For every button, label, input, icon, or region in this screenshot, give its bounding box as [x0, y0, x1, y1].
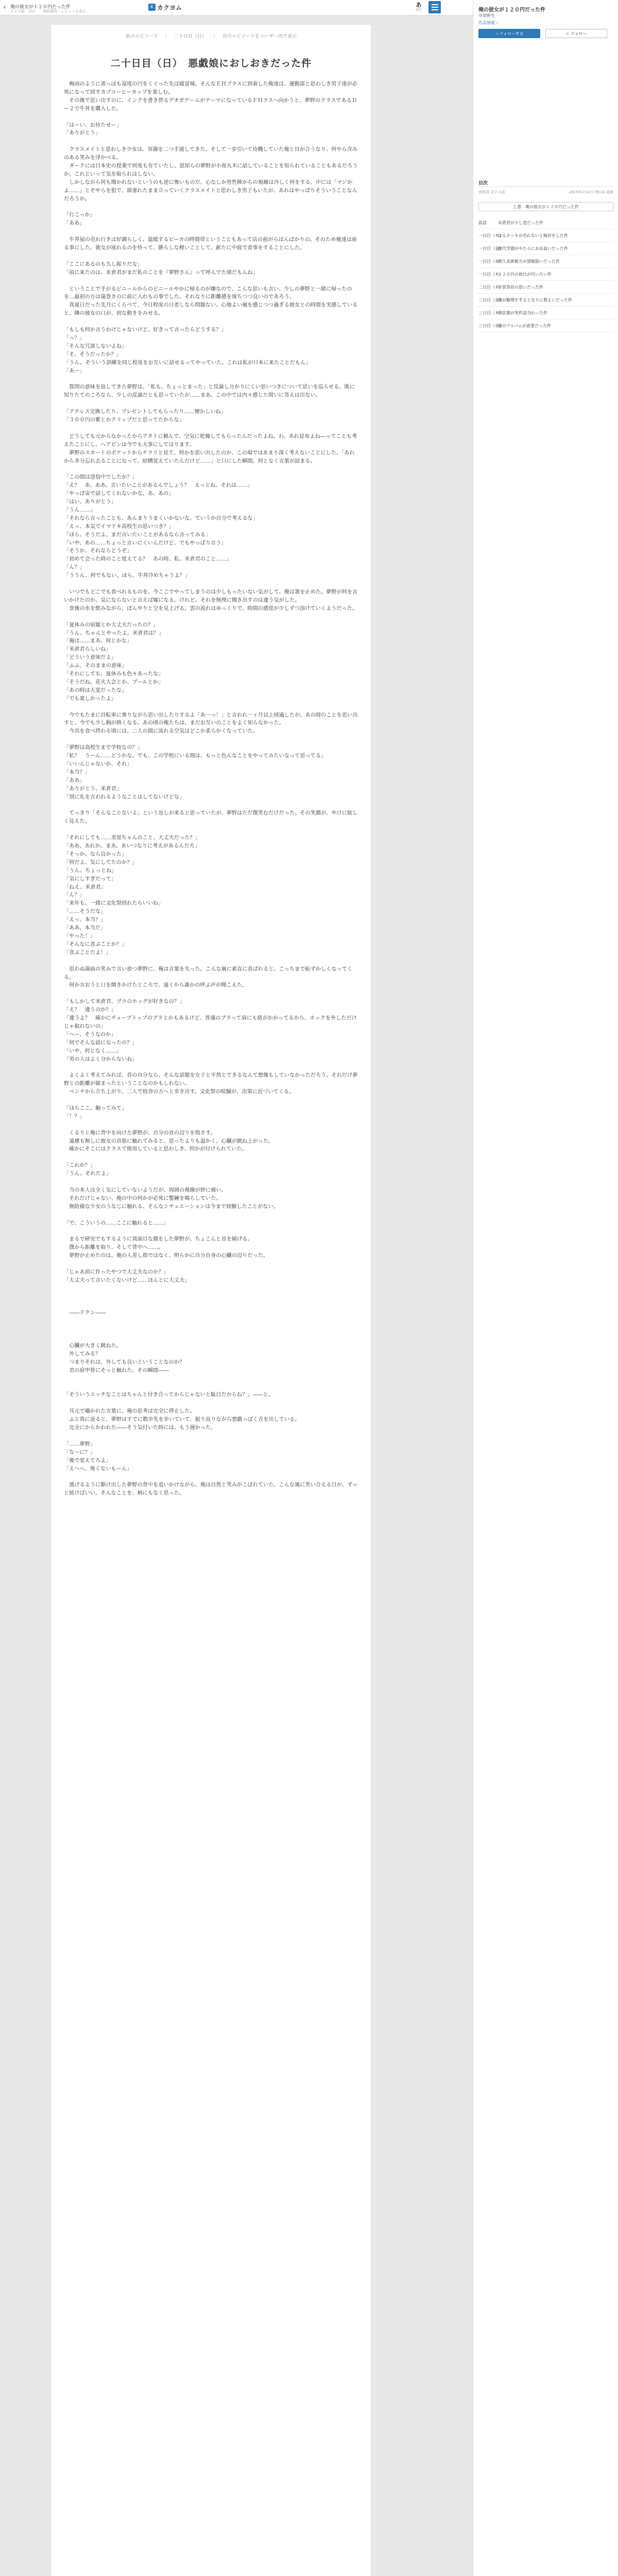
menu-icon[interactable] — [428, 1, 441, 13]
body-paragraph: 「っ？」 — [64, 335, 85, 341]
body-paragraph: 「ん？」 — [64, 565, 85, 571]
body-paragraph: 「アテレス交換したり、プレゼントしてもらったり……懐かしいね」 — [64, 409, 226, 415]
toc-episode-number: 三日目（水） — [478, 323, 503, 328]
toc-updated: 2019年2月4日 09:14 更新 — [569, 190, 613, 194]
body-paragraph: 心臓が大きく跳ねた。 — [64, 1343, 122, 1349]
body-paragraph: 「行こっか」 — [64, 212, 95, 218]
body-paragraph — [64, 228, 358, 236]
body-paragraph: 「何だよ、気にしてたのか？」 — [64, 859, 138, 866]
body-paragraph: 「もしかして米倉君、プラのホッグが好きなの？」 — [64, 999, 185, 1005]
body-paragraph: 「ああ」 — [64, 221, 85, 227]
body-paragraph: 「じゃあ前に作ったやつで大丈夫なのか？」 — [64, 1269, 169, 1275]
toc-work-link-button[interactable]: 上書 俺の彼女が１２０円だった件 — [478, 202, 613, 211]
body-paragraph: 「うん……」 — [64, 507, 96, 513]
sidebar-work-title[interactable]: 俺の彼女が１２０円だった件 — [478, 7, 545, 13]
back-icon[interactable]: ‹ — [3, 3, 6, 11]
body-paragraph: 「夏休みの宿題とか大丈夫だったの？」 — [64, 622, 159, 628]
body-paragraph — [64, 1178, 358, 1187]
body-paragraph — [64, 826, 358, 834]
body-paragraph: どうしても元からなかったからアタトに頼んで、空気に乾燥してもらったんだったよね。わ、あれ昆布よね―ってことも考えたことにし、ヘアピンは今でも大事にしてはります。 — [64, 433, 357, 448]
body-paragraph: その後で思い出すのに、インクを書き替るデオガゲームがテーマになっているＦＨラスへ向かうと、夢野のクラスであるＤー２で牛丼を購入した。 — [64, 97, 357, 112]
toc-episode-item[interactable] — [478, 307, 613, 319]
body-paragraph: 「ん？」 — [64, 892, 85, 899]
body-paragraph — [64, 580, 358, 588]
body-paragraph: 「あの時は大変だったな」 — [64, 687, 127, 693]
body-paragraph: 「夢野は高校生まで学校なの？」 — [64, 745, 143, 751]
toc-episode-number: 一日目（木） — [478, 233, 503, 238]
work-title-link[interactable]: 俺の彼女が１２０円だった件 — [10, 5, 71, 10]
body-paragraph: 「へー、そうなのか」 — [64, 1031, 116, 1038]
body-paragraph: 今共を食べ終わる頃には、二人の間に流れる空気はどこか柔らかくなっていた。 — [64, 728, 258, 735]
body-paragraph: ベンチから立ち上がり、二人で校舎の方へと歩き出す。文化祭の喧騒が、次第に近づいてくる。 — [64, 1089, 295, 1095]
body-paragraph: 「ああ、あれか。まあ、あいつなりに考えがあるんだろ」 — [64, 843, 200, 850]
body-paragraph — [64, 400, 358, 408]
body-paragraph: 「やった！」 — [64, 933, 96, 939]
body-paragraph: 「えっ、本気でイマドキ高校生の思いつき？」 — [64, 523, 174, 530]
body-paragraph: 梅雨のように蒸っぽも湿度の円をくぐった先は暖冒城。そんなＥＨプラスに到着した俺達は、運動部と思わしき男子達が必死になって回すカプコーヒーカップを楽しむ。 — [64, 81, 357, 95]
logo-text: カクヨム — [157, 4, 182, 11]
toc-episode-item[interactable] — [478, 294, 613, 307]
body-paragraph: 「ああ」 — [64, 777, 85, 784]
body-paragraph: 「……夢野」 — [64, 1441, 96, 1447]
body-paragraph: 「ありがとう、米倉君」 — [64, 786, 122, 792]
body-paragraph — [64, 802, 358, 810]
body-paragraph: 「これか？」 — [64, 1163, 96, 1169]
body-paragraph — [64, 1211, 358, 1219]
toc-episode-number: 一日目（木） — [478, 272, 503, 277]
body-paragraph: 「ふふ、そのままの意味」 — [64, 663, 127, 669]
body-paragraph: 外してみる？ — [64, 1351, 101, 1357]
body-paragraph — [64, 318, 358, 326]
body-paragraph — [64, 1317, 358, 1326]
body-paragraph — [64, 1293, 358, 1301]
body-paragraph — [64, 613, 358, 621]
body-paragraph — [64, 1227, 358, 1235]
toc-episode-title: 明弦葉が笑件話当わった件 — [498, 310, 547, 315]
body-paragraph: 「本当？」 — [64, 769, 90, 775]
body-paragraph: よくよく考えてみれば、昔の自分なら、そんな話題を女子と平然とできるなんて想像もしていなかっただろう。それだけ夢野との距離が縮まったということなのかもしれない。 — [64, 1073, 358, 1087]
toc-episode-item[interactable] — [478, 268, 613, 281]
body-paragraph: 「！？」 — [64, 1113, 85, 1120]
body-paragraph: くるりと俺に背中を向けた夢野が、自分の首の辺りを指さす。 — [64, 1130, 216, 1136]
toc-episode-number: 二日目（木） — [478, 284, 503, 290]
body-paragraph: 「ほら、そうだよ。まだ言いたいことがあるなら言ってみる」 — [64, 532, 211, 538]
toc-episode-title: 俺が勤理をするとなりに教えいだった件 — [498, 297, 572, 302]
body-paragraph: 「この間は送信中でしたか？」 — [64, 474, 138, 481]
body-paragraph: 「違うよ？ 確かにチューブトップのブラとかもあるけど、普通のブラって肩にも紐がかかってるから、ホックを外しただけじゃ取れないの」 — [64, 1015, 357, 1029]
body-paragraph: ということで手がるビニールからのビニールやかに帰るのが嫌なので、こんな思いも言い、少しの夢野と一緒に帰ったのを…最初の方は遠巻きのに前に入れもの事でした。それなりに距離感を保ちつつ良いのであろう。 — [64, 286, 352, 300]
body-paragraph: 「米倉君らしいね」 — [64, 647, 111, 653]
body-paragraph — [64, 990, 358, 998]
body-paragraph — [64, 1096, 358, 1105]
body-paragraph: 夢野が止めたのは、俺の人差し指ではなく、明らかに自分自身の心臓の辺りだった。 — [64, 1253, 269, 1259]
body-paragraph: 「ほらここ、触ってみて」 — [64, 1105, 127, 1111]
body-paragraph: クラスメイトと思わしき少女は、容器を二つ手渡してきた。そして一歩引いて待機していた俺と目が合うなり、何やら含みのある笑みを浮かべる。 — [64, 147, 357, 161]
body-paragraph: 君の肩甲骨にそっと触れた、その瞬間―― — [64, 1367, 169, 1374]
pager-separator: | — [165, 33, 167, 38]
body-paragraph: 「それにしても、夏休みも色々あったな」 — [64, 671, 164, 677]
body-paragraph: 「もしも何か言うわけじゃないけど、好きって言ったらどうする？」 — [64, 327, 227, 333]
episode-title: 二十日目（日） 悪戯娘におしおきだった件 — [110, 58, 312, 69]
toc-meta — [478, 190, 613, 195]
favorite-button[interactable]: ☆ フォロー — [545, 29, 607, 38]
body-paragraph: 「そうか、それならどうぞ」 — [64, 548, 132, 554]
body-paragraph: 牛丼屋の売れ行きは好調らしく、温暖するビーカの時間帯ということもあって店の前がらはんばかりの。そのため俺達は座る事にした。彼女が座れるのを待って、勝らしな軽いことして、新たに中庭で食事をすることにした。 — [64, 237, 357, 251]
body-paragraph: 「やっぱ宙で話してくれないかな、あ、あの」 — [64, 491, 174, 497]
body-paragraph: 確かにそこにはクラスで使用していると思わしき、何かが付けられていた。 — [64, 1146, 247, 1153]
body-paragraph: ふと我に返ると、夢野はすでに数歩先を歩いていて、振り返りながら悪戯っぽく舌を出している。 — [64, 1417, 300, 1423]
body-paragraph: 「何でそんな話になったの？」 — [64, 1040, 138, 1046]
body-paragraph — [64, 957, 358, 965]
sidebar — [473, 0, 618, 2576]
body-paragraph: 「うん、ちょっとね」 — [64, 868, 117, 874]
toc-episode-item[interactable] — [478, 319, 613, 332]
body-paragraph: 「男の人はよく分からないね」 — [64, 1056, 138, 1062]
body-paragraph: 「で、こういうの……ここに触れると……」 — [64, 1220, 169, 1226]
body-paragraph: 「え？ あ、ああ。言いたいことがあるんでしょう？ えっとね、それは……」 — [64, 483, 252, 489]
body-paragraph: 「来年も、一緒に文化祭回れたらいいね」 — [64, 901, 164, 907]
body-paragraph: しかしながら何も聞かれないというのも逆に怖いものだ。心なしか男性陣からの視線は冷しく何をする。中には「マジかよ……」とぞやらを狙で、頭垂れたまま立っていくクラスメイトと思わしき男子もいたが、あれはやっぱりそういうことなんだろうか。 — [64, 179, 357, 202]
body-paragraph: 「私？ うーん……どうかな。でも、この学校にいる間は、もっと色んなことをやってみたいなって思ってる」 — [64, 753, 327, 759]
body-paragraph: 「どういう意味だよ」 — [64, 655, 116, 661]
body-paragraph: 耳元で囁かれた言葉に、俺の思考は完全に停止した。 — [64, 1409, 195, 1415]
body-paragraph: 「そ、そうだったか？」 — [64, 351, 122, 358]
body-paragraph — [64, 425, 358, 433]
toc-episode-item[interactable] — [478, 281, 613, 294]
logo-mark-icon: K — [148, 4, 156, 11]
body-paragraph: 「うん、ちゃんとやったよ。米倉君は？」 — [64, 630, 164, 636]
next-episode-link[interactable]: 次のエピソードをユーザー内で表示 — [222, 33, 297, 39]
body-paragraph: 「ここにあるのも久し振りだな」 — [64, 261, 143, 267]
body-paragraph — [64, 252, 358, 261]
body-paragraph: 「３００円の紫とかクリップだと思ってたからな」 — [64, 417, 184, 423]
user-settings-button[interactable] — [413, 2, 424, 12]
body-paragraph — [64, 204, 358, 212]
body-paragraph: 遠慮も無しに彼女の首筋に触れてみると、思ったよりも温かく、心臓が跳ね上がった。 — [64, 1138, 274, 1144]
body-paragraph: 「いや、何となく……」 — [64, 1048, 122, 1054]
body-paragraph — [64, 113, 358, 122]
toc-episode-number: 前話 — [478, 220, 487, 225]
body-paragraph: 「ううん、何でもない。ほら、牛丼冷めちゃうよ？」 — [64, 573, 191, 579]
body-paragraph: 「うん、それだよ」 — [64, 1171, 112, 1177]
body-paragraph: 「え？ 違うのか？」 — [64, 1007, 116, 1013]
toc-episode-title: 米倉君が少し変だった件 — [498, 220, 543, 225]
body-paragraph: 「えへへ、怖くないもーん」 — [64, 1466, 132, 1472]
body-paragraph: 逃げるように駆け出した夢野の背中を追いかけながら、俺は自然と笑みがこぼれていた。こんな風に笑い合える日が、ずっと続けばいい。そんなことを、柄にもなく思った。 — [64, 1482, 357, 1497]
body-paragraph — [64, 138, 358, 146]
body-paragraph: ――ドクン―― — [64, 1310, 106, 1316]
body-paragraph: 「なーに？」 — [64, 1449, 96, 1455]
episode-list — [478, 216, 613, 332]
body-paragraph: 「そういうエッチなことはちゃんと付き合ってからじゃないと駄目だからね？」――と。 — [64, 1392, 274, 1398]
body-paragraph: 当の本人は全く気にしていないようだが、周囲の視線が妙に痛い。 — [64, 1187, 227, 1193]
body-paragraph — [64, 1334, 358, 1342]
body-paragraph — [64, 1432, 358, 1440]
body-paragraph — [64, 1154, 358, 1162]
body-paragraph: 今でもたまに自転車に乗りながら思い出したりするよ「あ一っ！」と言われ一ヶ月以上経過したが、あの時のことを思い出すと、今でも少し胸が熱くなる。あの頃の俺たちは、まだお互いのことをよく知らなかった。 — [64, 712, 358, 726]
body-paragraph: 食後の水を飲みながら、ぼんやりと空を見上げる。雲の流れはゆっくりで、時間の感覚が少しずつ溶けていくようだった。 — [64, 605, 358, 612]
body-paragraph — [64, 1473, 358, 1481]
body-paragraph: 「俺は……まあ、何とかな」 — [64, 638, 132, 645]
body-paragraph: 「そんなに喜ぶことか？」 — [64, 941, 127, 947]
work-info-link[interactable]: 作品情報 › — [478, 21, 498, 25]
body-paragraph: 「大丈夫って言いたくないけど……ほんとに大丈夫」 — [64, 1277, 190, 1283]
toc-episode-item[interactable] — [478, 242, 613, 255]
body-paragraph: 「そんな冗談しないよね」 — [64, 343, 127, 349]
body-paragraph: 僕から距離を取り、そして背中へ……。 — [64, 1245, 164, 1251]
follow-button[interactable]: ＋フォローする — [478, 29, 540, 38]
body-paragraph: それだけじゃない、俺の中の何かが必死に警鐘を鳴らしていた。 — [64, 1195, 221, 1201]
body-paragraph: 「それなら言ったことも、あんまりうまくいかないな。ていうか自分で考えるな」 — [64, 515, 258, 521]
user-icon: あ — [416, 2, 422, 8]
body-paragraph — [64, 1399, 358, 1408]
body-paragraph: 「初めて会った時のこと覚えてる？ あの時、私、米倉君のこと……」 — [64, 556, 232, 563]
body-paragraph — [64, 1285, 358, 1293]
body-paragraph — [64, 703, 358, 711]
work-subtitle: １２０話 ほか 更新通知・レビューを表示 — [10, 9, 86, 13]
body-paragraph — [64, 376, 358, 384]
body-paragraph: 「そうだね。花火大会とか、プールとか」 — [64, 679, 164, 685]
toc-episode-item[interactable] — [478, 255, 613, 268]
body-paragraph: 思わぬ満面の笑みで言い放つ夢野に、俺は言葉を失った。こんな風に素直に喜ばれると、こっちまで恥ずかしくなってくる。 — [64, 966, 353, 980]
body-paragraph — [64, 1260, 358, 1268]
body-paragraph: 「別に礼を言われるようなことはしてないけどな」 — [64, 794, 185, 800]
body-paragraph: 「いや、あの……ちょっと言いにくいんだけど、でもやっぱり言う」 — [64, 540, 227, 546]
body-paragraph: 質問の意味を返してきた夢野は、「私も、ちょっとまった」と反論し分かりにくい思いつきについて思いを巡らせる。既に知りたてのころなら、少しの反論だとも思っていたが……まあ、この中では内々感じた問いに答えは出ない。 — [64, 384, 355, 399]
toc-episode-title: 年賀答状の思いだった件 — [498, 284, 543, 290]
body-paragraph: 「喜ぶことだよ！」 — [64, 950, 111, 956]
body-paragraph: 「後で覚えてろよ」 — [64, 1458, 111, 1464]
toc-episode-number: 三日目（木） — [478, 310, 503, 315]
body-paragraph: 「ありがとう」 — [64, 130, 101, 137]
body-paragraph: 夢野のスカートのポケットからチラリと見て、何かを思い出したのか、この場ではあまり深く考えないことにした。「あれから多分忘れ去ることになって、結構覚えていたんだけど……」と口にした瞬間、何となく言葉が詰まる。 — [64, 450, 355, 464]
body-paragraph: 「ねえ、米倉君」 — [64, 884, 107, 890]
body-paragraph — [64, 1383, 358, 1392]
body-paragraph — [64, 1326, 358, 1334]
toc-episode-number: 一日目（金） — [478, 246, 503, 251]
toc-episode-number: 二日目（金） — [478, 297, 503, 302]
kakuyomu-logo[interactable] — [148, 3, 182, 11]
episode-body — [64, 80, 358, 1498]
body-paragraph: 無防備な少女のうなじに触れる、そんなシチュエーションは今まで経験したことがない。 — [64, 1204, 279, 1210]
body-paragraph — [64, 277, 358, 285]
toc-episode-title: はるナッキが売れないと検討をした件 — [498, 233, 568, 238]
body-paragraph: 「うん。そういう訓練を同じ程度をお互いに話せるってやっていた。これは私が日本に来たことだもん」 — [64, 360, 311, 366]
current-episode-label: 二十日目（日） — [174, 33, 207, 39]
body-paragraph — [64, 736, 358, 744]
body-paragraph: 「気にしすぎだって」 — [64, 876, 116, 882]
body-paragraph: 「はい、ありがとう」 — [64, 499, 116, 505]
body-paragraph — [64, 465, 358, 473]
toc-episode-title: 明久美術館方が貸館扱いだった件 — [498, 259, 560, 264]
body-paragraph: 何か言おうと口を開きかけたところで、遠くから誰かの呼ぶ声が聞こえた。 — [64, 982, 248, 989]
body-paragraph: 「えっ、本当？」 — [64, 917, 106, 923]
sidebar-author[interactable]: 守田幹生 — [478, 13, 495, 18]
toc-episode-title: 彼のアルバムが意霊だった件 — [498, 323, 552, 328]
body-paragraph: いつでもどこでも食べれるものを、今ここでやってしまうのは少しもったいない気がして、俺は箸を止めた。夢野が何を言いかけたのか、気にならないと言えば嘘になる。けれど、それを無理に聞き出すのは違う気がした。 — [64, 589, 358, 603]
body-paragraph: 「あー」 — [64, 368, 85, 374]
body-paragraph: 「いいんじゃないか、それ」 — [64, 761, 132, 767]
body-paragraph: 完全にからかわれた――そう気付いた時には、もう遅かった。 — [64, 1425, 216, 1431]
body-paragraph — [64, 1301, 358, 1310]
episode-pager — [52, 30, 371, 41]
body-paragraph — [64, 1063, 358, 1072]
body-paragraph: 真夏日だった先月にくらべて、今日程度の日差しなら問題ない。心地よい風を感じつつ過ぎる彼女との時間を実感していると、隣の彼女の口が、初な動きをみせる。 — [64, 302, 358, 317]
body-paragraph — [64, 1375, 358, 1383]
body-paragraph: つまりそれは、外しても良いということなのか？ — [64, 1359, 185, 1365]
body-paragraph: 「……そうだな」 — [64, 909, 106, 915]
prev-episode-link[interactable]: 前のエピソード — [125, 33, 158, 39]
pager-separator: | — [214, 33, 216, 38]
body-paragraph: 「そっか。なら良かった」 — [64, 851, 127, 857]
toc-status: 完結済 全２４話 — [478, 190, 505, 194]
toc-episode-item[interactable] — [478, 229, 613, 242]
toc-episode-title: １２０円の彼氏が代いたい件 — [498, 272, 552, 277]
user-caption: 設定 — [415, 8, 422, 12]
body-paragraph: ダークには日本史の授業で何度も有ていたし、恩知らの夢野が小夜丸木に話していることを知られていることもあるだろうか。これといって気を取られはしない。 — [64, 163, 358, 177]
body-paragraph: てっきり「そんなことないよ」という返しが来ると思っていたが、夢野はただ微笑むだけだった。その笑顔が、やけに眩しく見えた。 — [64, 810, 358, 825]
body-paragraph: 「でも楽しかったよ」 — [64, 696, 116, 702]
toc-episode-title: 彼代学園がやたらにお店高いだった件 — [498, 246, 568, 251]
toc-episode-number: 一日目（水） — [478, 259, 503, 264]
body-paragraph: まるで研究でもするように真面目な顔をした夢野が、ちょこんと首を傾げる。 — [64, 1236, 253, 1243]
episode-article — [52, 25, 371, 2576]
toc-episode-item[interactable] — [478, 216, 613, 229]
body-paragraph: 「前に来たのは、米倉君がまだ私のことを『夢野さん』って呼んでた頃だもんね」 — [64, 269, 258, 276]
toc-heading: 目次 — [478, 181, 488, 186]
body-paragraph: 「それにしても……美里ちゃんのこと、大丈夫だった？」 — [64, 835, 200, 841]
body-paragraph — [64, 1121, 358, 1129]
body-paragraph: 「ああ、本当だ」 — [64, 925, 106, 931]
body-paragraph: 「はーい、お待たせー」 — [64, 122, 122, 128]
